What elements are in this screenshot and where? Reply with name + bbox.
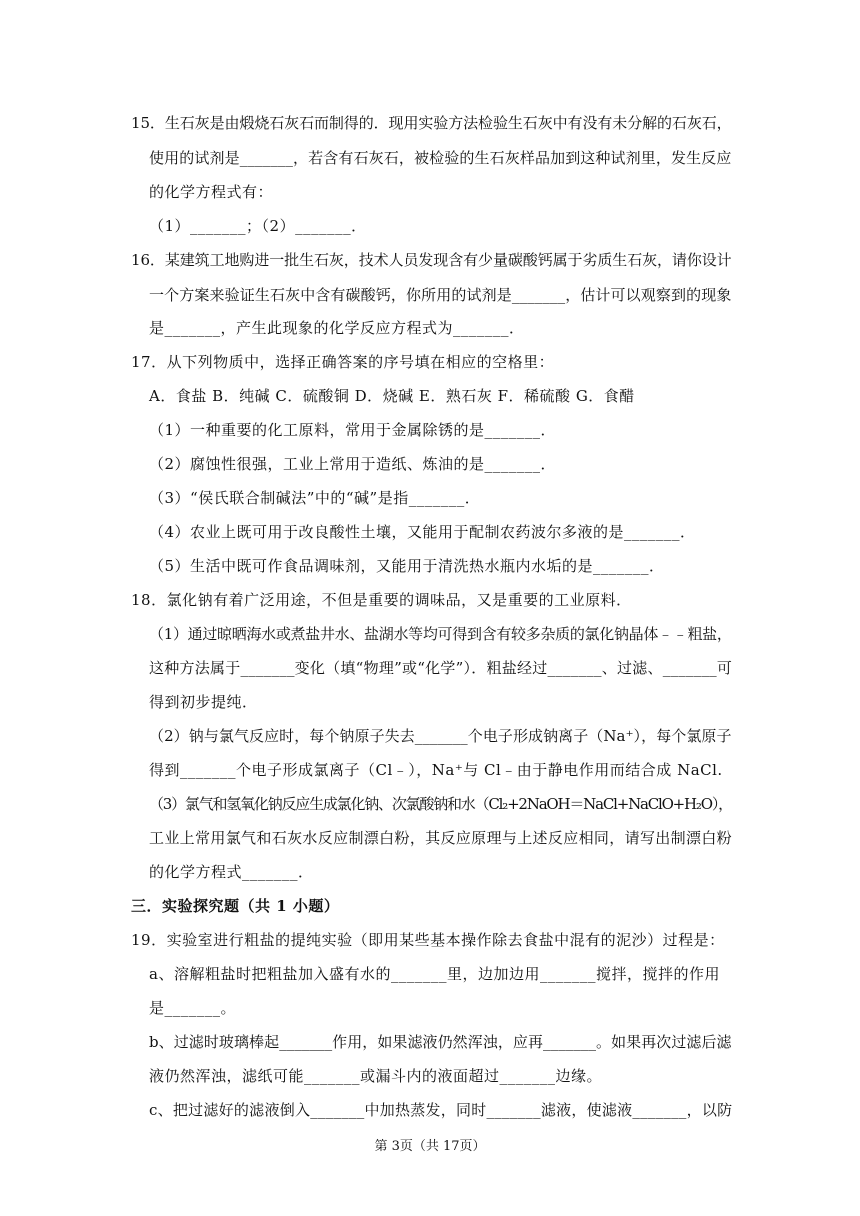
- question-17-item-5: （5）生活中既可作食品调味剂，又能用于清洗热水瓶内水垢的是_______．: [149, 557, 665, 575]
- question-19-c-line-1: c、把过滤好的滤液倒入_______中加热蒸发，同时_______滤液，使滤液_______，以防: [149, 1101, 733, 1119]
- question-18-part-1-line-2: 这种方法属于_______变化（填“物理”或“化学”）．粗盐经过_______、过滤、_______可: [149, 659, 733, 677]
- section-heading: 三．实验探究题（共 1 小题）: [131, 897, 340, 915]
- question-18-part-2-line-2: 得到_______个电子形成氯离子（Cl﹣），Na⁺与 Cl﹣由于静电作用而结合成 NaCl.: [149, 761, 723, 779]
- question-15-line-3: 的化学方程式有：: [149, 183, 274, 201]
- question-15-line-2: 使用的试剂是_______，若含有石灰石，被检验的生石灰样品加到这种试剂里，发生反应: [149, 149, 732, 167]
- question-19-b-line-1: b、过滤时玻璃棒起_______作用，如果滤液仍然浑浊，应再_______。如果再次过滤后滤: [149, 1033, 732, 1051]
- question-16-line-1: 16．某建筑工地购进一批生石灰，技术人员发现含有少量碳酸钙属于劣质生石灰，请你设计: [131, 251, 732, 269]
- question-19-a-line-2: 是_______。: [149, 999, 237, 1017]
- question-15-line-4: （1）_______；（2）_______．: [149, 217, 367, 235]
- question-19-a-line-1: a、溶解粗盐时把粗盐加入盛有水的_______里，边加边用_______搅拌，搅拌的作用: [149, 965, 720, 983]
- question-19-stem: 19．实验室进行粗盐的提纯实验（即用某些基本操作除去食盐中混有的泥沙）过程是：: [131, 931, 725, 949]
- question-17-item-2: （2）腐蚀性很强，工业上常用于造纸、炼油的是_______．: [149, 455, 557, 473]
- question-17-stem: 17．从下列物质中，选择正确答案的序号填在相应的空格里：: [131, 353, 555, 371]
- question-18-part-3-line-3: 的化学方程式_______．: [149, 863, 314, 881]
- question-18-part-1-line-1: （1）通过晾晒海水或煮盐井水、盐湖水等均可得到含有较多杂质的氯化钠晶体﹣﹣粗盐，: [149, 625, 732, 643]
- question-18-part-1-line-3: 得到初步提纯．: [149, 693, 258, 711]
- question-18-part-3-line-2: 工业上常用氯气和石灰水反应制漂白粉，其反应原理与上述反应相同，请写出制漂白粉: [149, 829, 733, 847]
- question-19-b-line-2: 液仍然浑浊，滤纸可能_______或漏斗内的液面超过_______边缘。: [149, 1067, 603, 1085]
- question-16-line-3: 是_______，产生此现象的化学反应方程式为_______．: [149, 319, 525, 337]
- question-17-item-1: （1）一种重要的化工原料，常用于金属除锈的是_______．: [149, 421, 557, 439]
- question-15-line-1: 15．生石灰是由煅烧石灰石而制得的．现用实验方法检验生石灰中有没有未分解的石灰石，: [131, 114, 732, 132]
- question-17-item-3: （3）“侯氏联合制碱法”中的“碱”是指_______．: [149, 489, 481, 507]
- page-footer: 第 3页（共 17页）: [374, 1139, 486, 1154]
- question-17-options: A．食盐 B．纯碱 C．硫酸铜 D．烧碱 E．熟石灰 F．稀硫酸 G．食醋: [149, 387, 635, 405]
- question-16-line-2: 一个方案来验证生石灰中含有碳酸钙，你所用的试剂是_______，估计可以观察到的现象: [149, 286, 732, 304]
- question-17-item-4: （4）农业上既可用于改良酸性土壤，又能用于配制农药波尔多液的是_______．: [149, 523, 696, 541]
- question-18-part-2-line-1: （2）钠与氯气反应时，每个钠原子失去_______个电子形成钠离子（Na⁺），每个氯原子: [149, 727, 732, 745]
- question-18-stem: 18．氯化钠有着广泛用途，不但是重要的调味品，又是重要的工业原料．: [131, 591, 632, 609]
- question-18-part-3-line-1: （3）氯气和氢氧化钠反应生成氯化钠、次氯酸钠和水（Cl₂+2NaOH＝NaCl+NaClO+H₂O），: [149, 795, 732, 813]
